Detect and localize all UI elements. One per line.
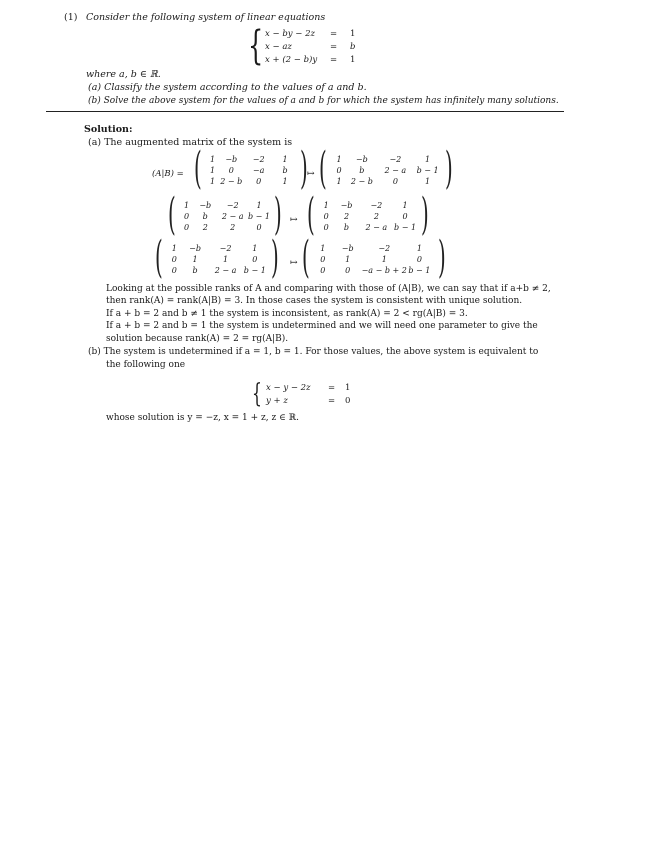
problem-number: (1)	[64, 12, 78, 23]
right-paren-icon: )	[445, 143, 453, 194]
matrix-cell: 0	[171, 266, 177, 275]
matrix-cell: −2	[370, 201, 383, 210]
matrix-cell: 0	[336, 166, 342, 175]
matrix-cell: 0	[320, 255, 326, 264]
final-solution: whose solution is y = −z, x = 1 + z, z ∈ ℝ.	[106, 413, 299, 423]
matrix-cell: 1	[282, 177, 288, 186]
matrix-cell: b − 1	[243, 266, 266, 275]
maps-to-arrow-2: ↦	[290, 215, 298, 225]
section-divider	[46, 111, 564, 112]
maps-to-arrow-3: ↦	[290, 258, 298, 268]
matrix-cell: 2 − a	[221, 212, 244, 221]
matrix-cell: 0	[228, 166, 234, 175]
matrix-cell: 0	[345, 266, 351, 275]
reduced-row-2-lhs: y + z	[266, 396, 288, 406]
matrix-cell: 1	[210, 166, 216, 175]
matrix-cell: b	[202, 212, 208, 221]
maps-to-arrow-1: ↦	[307, 169, 315, 179]
left-brace-icon: {	[248, 23, 264, 69]
matrix-cell: 2	[230, 223, 236, 232]
right-paren-icon: )	[438, 232, 446, 283]
matrix-cell: −a	[252, 166, 265, 175]
matrix-cell: −b	[340, 201, 353, 210]
where-clause: where a, b ∈ ℝ.	[86, 69, 161, 80]
solution-a-intro: (a) The augmented matrix of the system is	[88, 137, 293, 148]
left-paren-icon: (	[194, 143, 202, 194]
matrix-cell: −b	[199, 201, 212, 210]
matrix-cell: −b	[189, 244, 201, 253]
right-paren-icon: )	[274, 189, 282, 240]
matrix-cell: 1	[336, 155, 342, 164]
matrix-cell: 0	[256, 177, 262, 186]
right-paren-icon: )	[300, 143, 308, 194]
matrix-cell: 1	[210, 155, 216, 164]
left-paren-icon: (	[307, 189, 315, 240]
solution-b-line-1: (b) The system is undetermined if a = 1, b = 1. For those values, the above system is equivalent to	[88, 347, 539, 357]
paragraph-undetermined-line-1: If a + b = 2 and b = 1 the system is undetermined and we will need one parameter to give the	[106, 321, 538, 331]
matrix-cell: 2 − a	[365, 223, 388, 232]
system-row-2-rhs: b	[350, 42, 356, 52]
matrix-cell: b − 1	[394, 223, 417, 232]
matrix-cell: b − 1	[416, 166, 439, 175]
matrix-cell: −2	[219, 244, 232, 253]
matrix-cell: 0	[184, 223, 190, 232]
matrix-cell: −b	[225, 155, 238, 164]
matrix-cell: b	[282, 166, 288, 175]
matrix-cell: 1	[282, 155, 288, 164]
reduced-row-1-lhs: x − y − 2z	[266, 383, 311, 393]
matrix-cell: b − 1	[248, 212, 271, 221]
matrix-cell: 2 − b	[220, 177, 243, 186]
matrix-cell: 2 − a	[214, 266, 237, 275]
matrix-cell: 1	[345, 255, 351, 264]
solution-b-line-2: the following one	[106, 360, 186, 370]
matrix-cell: 1	[222, 255, 229, 264]
matrix-cell: 1	[416, 244, 422, 253]
matrix-cell: 1	[425, 177, 431, 186]
matrix-cell: 1	[256, 201, 262, 210]
matrix-cell: 0	[252, 255, 258, 264]
matrix-cell: 0	[416, 255, 422, 264]
right-paren-icon: )	[271, 232, 279, 283]
matrix-cell: 1	[184, 201, 190, 210]
matrix-cell: 0	[402, 212, 408, 221]
system-row-3-rel: =	[330, 55, 338, 65]
matrix-cell: 1	[252, 244, 258, 253]
left-paren-icon: (	[155, 232, 163, 283]
matrix-cell: 0	[256, 223, 262, 232]
matrix-cell: 2	[343, 212, 350, 221]
matrix-cell: −2	[378, 244, 391, 253]
system-row-1-rel: =	[330, 29, 338, 39]
reduced-row-1-rel: =	[328, 383, 336, 393]
left-paren-icon: (	[319, 143, 327, 194]
system-row-2-rel: =	[330, 42, 338, 52]
matrix-cell: 0	[392, 177, 398, 186]
matrix-cell: 1	[320, 244, 326, 253]
matrix-cell: b	[192, 266, 198, 275]
part-a-question: (a) Classify the system according to the values of a and b.	[88, 82, 367, 93]
system-row-1-lhs: x − by − 2z	[265, 29, 315, 39]
system-row-2-lhs: x − az	[265, 42, 292, 52]
left-paren-icon: (	[168, 189, 176, 240]
matrix-cell: 1	[171, 244, 177, 253]
problem-intro: Consider the following system of linear equations	[86, 12, 326, 23]
matrix-cell: 0	[184, 212, 190, 221]
right-paren-icon: )	[421, 189, 429, 240]
matrix-cell: −a − b + 2	[361, 266, 407, 275]
reduced-row-2-rhs: 0	[345, 396, 351, 406]
matrix-cell: −2	[389, 155, 402, 164]
matrix-cell: 0	[320, 266, 326, 275]
paragraph-inconsistent: If a + b = 2 and b ≠ 1 the system is inconsistent, as rank(A) = 2 < rg(A|B) = 3.	[106, 309, 468, 319]
matrix-cell: 2	[373, 212, 379, 221]
system-row-1-rhs: 1	[350, 29, 356, 39]
solution-heading: Solution:	[84, 124, 133, 135]
matrix-cell: 0	[323, 212, 329, 221]
matrix-cell: 2 − a	[384, 166, 407, 175]
matrix-cell: −2	[252, 155, 265, 164]
matrix-cell: b − 1	[408, 266, 431, 275]
system-row-3-rhs: 1	[350, 55, 356, 65]
matrix-cell: −2	[226, 201, 239, 210]
matrix-cell: b	[359, 166, 365, 175]
matrix-cell: 1	[192, 255, 198, 264]
augmented-matrix-label: (A|B) =	[152, 169, 184, 179]
paragraph-ranks-line-1: Looking at the possible ranks of A and comparing with those of (A|B), we can say that if a+b ≠ 2,	[106, 284, 551, 294]
paragraph-ranks-line-2: then rank(A) = rank(A|B) = 3. In those cases the system is consistent with unique solution.	[106, 296, 523, 306]
system-row-3-lhs: x + (2 − b)y	[265, 55, 318, 65]
matrix-cell: 2 − b	[350, 177, 373, 186]
matrix-cell: 1	[425, 155, 431, 164]
matrix-cell: 1	[323, 201, 329, 210]
left-paren-icon: (	[302, 232, 310, 283]
matrix-cell: −b	[341, 244, 354, 253]
paragraph-undetermined-line-2: solution because rank(A) = 2 = rg(A|B).	[106, 334, 289, 344]
matrix-cell: 1	[336, 177, 342, 186]
reduced-row-1-rhs: 1	[345, 383, 351, 393]
part-b-question: (b) Solve the above system for the values of a and b for which the system has infinitely many solutions.	[88, 96, 559, 106]
matrix-cell: 2	[202, 223, 208, 232]
matrix-cell: 0	[323, 223, 329, 232]
matrix-cell: 1	[381, 255, 387, 264]
reduced-row-2-rel: =	[328, 396, 336, 406]
matrix-cell: 0	[171, 255, 177, 264]
matrix-cell: 1	[210, 177, 216, 186]
matrix-cell: b	[343, 223, 350, 232]
matrix-cell: 1	[402, 201, 408, 210]
matrix-cell: −b	[355, 155, 368, 164]
left-brace-icon: {	[252, 379, 262, 409]
